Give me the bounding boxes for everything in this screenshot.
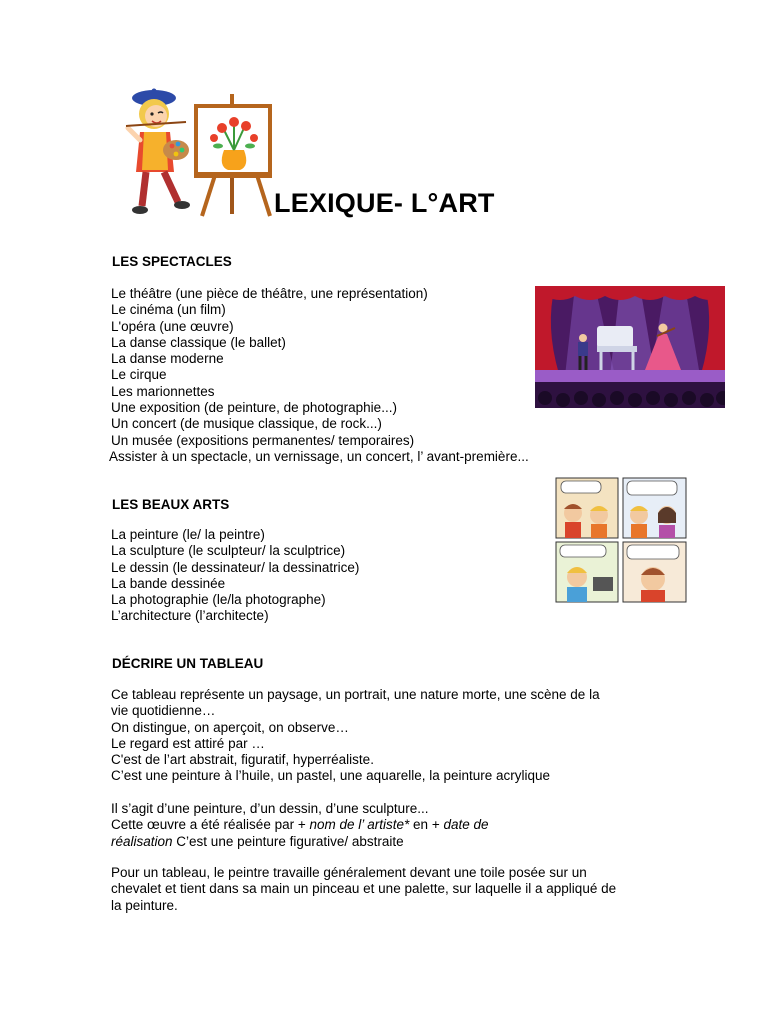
text-line — [111, 834, 489, 850]
comic-strip-illustration — [555, 477, 687, 603]
list-item: La danse classique (le ballet) — [111, 334, 286, 350]
list-item: Le théâtre (une pièce de théâtre, une représentation) — [111, 286, 428, 301]
beaux-arts-list — [111, 527, 359, 625]
section-heading-spectacles: LES SPECTACLES — [112, 254, 232, 269]
text-line: Le regard est attiré par … — [111, 735, 265, 751]
list-item: La bande dessinée — [111, 575, 226, 591]
list-item: La sculpture (le sculpteur/ la sculptrice) — [111, 543, 346, 559]
list-item: Un concert (de musique classique, de rock...) — [111, 416, 382, 432]
list-item: La danse moderne — [111, 351, 224, 367]
date-placeholder-cont: réalisation — [111, 833, 173, 849]
text-line: Pour un tableau, le peintre travaille généralement devant une toile posée sur un — [111, 865, 587, 880]
decrire-block-3 — [111, 865, 616, 914]
list-item: Assister à un spectacle, un vernissage, un concert, l’ avant-première... — [109, 448, 529, 464]
list-item: Les marionnettes — [111, 383, 215, 399]
text-line: C’est une peinture à l’huile, un pastel, une aquarelle, la peinture acrylique — [111, 768, 551, 784]
section-heading-beaux-arts: LES BEAUX ARTS — [112, 497, 230, 512]
list-item: La photographie (le/la photographe) — [111, 592, 326, 608]
list-item: Le cirque — [111, 367, 167, 383]
text-line: C'est de l’art abstrait, figuratif, hyperréaliste. — [111, 752, 374, 768]
page-title: LEXIQUE- L°ART — [274, 188, 495, 218]
date-placeholder: date de — [443, 817, 489, 833]
list-item: Un musée (expositions permanentes/ temporaires) — [111, 432, 415, 448]
text-line — [111, 817, 489, 833]
artist-name-placeholder: nom de l’ artiste* — [309, 817, 410, 833]
text-line: On distingue, on aperçoit, on observe… — [111, 719, 349, 735]
list-item: La peinture (le/ la peintre) — [111, 527, 265, 542]
text-line: chevalet et tient dans sa main un pinceau et une palette, sur laquelle il a appliqué de — [111, 881, 617, 897]
spectacles-list — [111, 286, 529, 465]
list-item: L'opéra (une œuvre) — [111, 318, 234, 334]
text-span: en + — [409, 817, 444, 833]
text-line: vie quotidienne… — [111, 703, 216, 719]
list-item: L’architecture (l’architecte) — [111, 608, 269, 624]
text-line: la peinture. — [111, 897, 178, 913]
concert-stage-illustration — [535, 286, 725, 408]
text-span: Cette œuvre a été réalisée par + — [111, 817, 310, 833]
painter-illustration — [120, 88, 276, 218]
list-item: Une exposition (de peinture, de photographie...) — [111, 400, 397, 416]
text-line: Ce tableau représente un paysage, un portrait, une nature morte, une scène de la — [111, 687, 600, 702]
text-span: C’est une peinture figurative/ abstraite — [172, 833, 404, 849]
text-line: Il s’agit d’une peinture, d’un dessin, d’une sculpture... — [111, 801, 429, 816]
decrire-block-1 — [111, 687, 600, 785]
list-item: Le dessin (le dessinateur/ la dessinatrice) — [111, 559, 360, 575]
decrire-block-2 — [111, 801, 489, 850]
list-item: Le cinéma (un film) — [111, 302, 226, 318]
section-heading-decrire: DÉCRIRE UN TABLEAU — [112, 656, 264, 671]
